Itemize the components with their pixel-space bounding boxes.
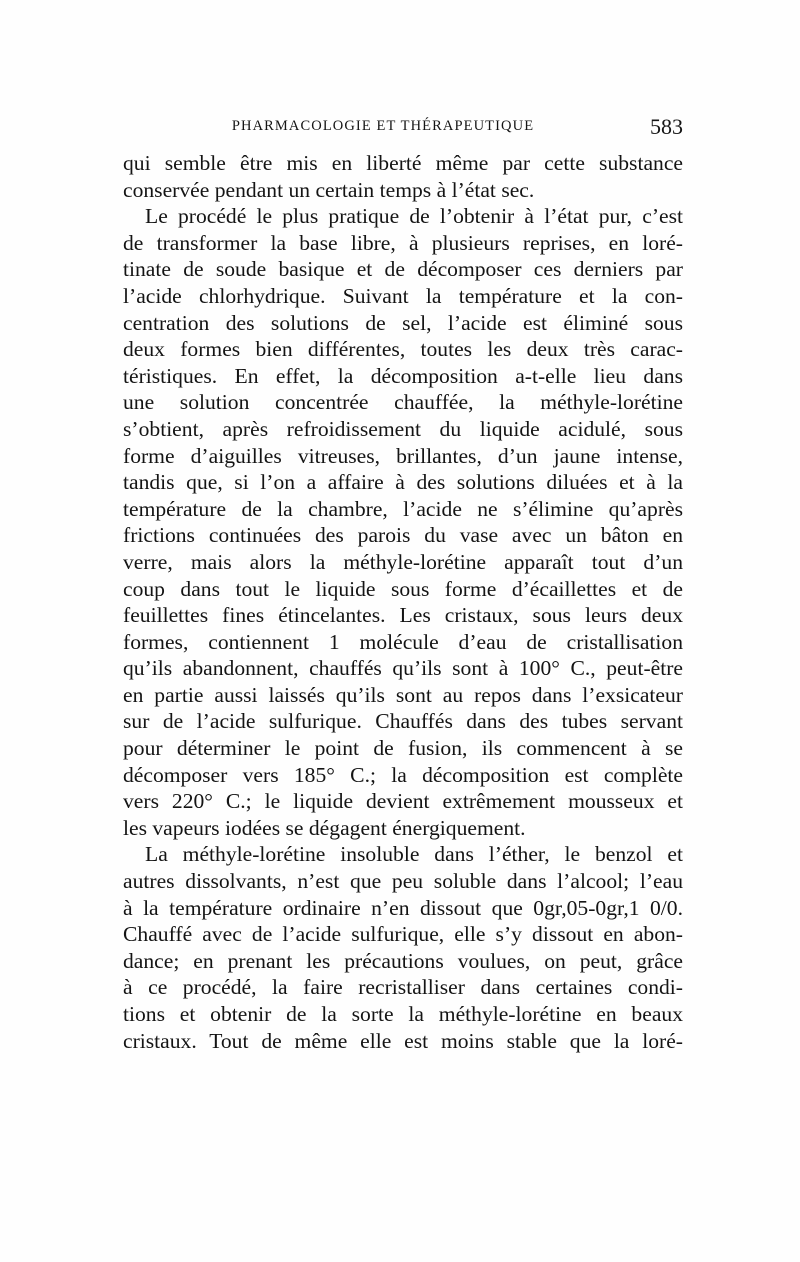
text-line: qu’ils abandonnent, chauffés qu’ils sont à 100° C., peut-être — [123, 656, 683, 681]
text-line: qui semble être mis en liberté même par cette substance — [123, 151, 683, 175]
text-line: Chauffé avec de l’acide sulfurique, elle s’y dissout en abon- — [123, 922, 683, 947]
text-line: à ce procédé, la faire recristalliser dans certaines condi- — [123, 975, 683, 1000]
text-line: pour déterminer le point de fusion, ils commencent à se — [123, 736, 683, 761]
text-line: dance; en prenant les précautions voulues, on peut, grâce — [123, 948, 683, 973]
text-line: tions et obtenir de la sorte la méthyle-lorétine en beaux — [123, 1002, 683, 1026]
text-line: téristiques. En effet, la décomposition a-t-elle lieu dans — [123, 363, 683, 388]
text-line: décomposer vers 185° C.; la décomposition est complète — [123, 762, 683, 787]
text-line: à la température ordinaire n’en dissout que 0gr,05-0gr,1 0/0. — [123, 895, 683, 920]
text-line: sur de l’acide sulfurique. Chauffés dans des tubes servant — [123, 709, 683, 734]
text-line: centration des solutions de sel, l’acide est éliminé sous — [123, 310, 683, 335]
text-line: Le procédé le plus pratique de l’obtenir à l’état pur, c’est — [145, 204, 683, 229]
text-line: de transformer la base libre, à plusieurs reprises, en loré- — [123, 230, 683, 255]
text-line: vers 220° C.; le liquide devient extrêmement mousseux et — [123, 789, 683, 814]
text-line: une solution concentrée chauffée, la méthyle-lorétine — [123, 390, 683, 415]
page-number: 583 — [650, 114, 683, 139]
text-line: s’obtient, après refroidissement du liquide acidulé, sous — [123, 416, 683, 441]
text-line: en partie aussi laissés qu’ils sont au repos dans l’exsicateur — [123, 682, 683, 707]
text-line: La méthyle-lorétine insoluble dans l’éther, le benzol et — [145, 842, 683, 867]
text-line: autres dissolvants, n’est que peu soluble dans l’alcool; l’eau — [123, 869, 683, 894]
text-line: formes, contiennent 1 molécule d’eau de cristallisation — [123, 629, 683, 654]
text-line: température de la chambre, l’acide ne s’élimine qu’après — [123, 496, 683, 521]
text-line: cristaux. Tout de même elle est moins stable que la loré- — [123, 1028, 683, 1053]
text-line: conservée pendant un certain temps à l’état sec. — [123, 177, 535, 202]
text-line: tinate de soude basique et de décomposer ces derniers par — [123, 257, 683, 282]
text-line: les vapeurs iodées se dégagent énergiquement. — [123, 815, 526, 840]
body-text — [123, 150, 683, 1054]
text-line: feuillettes fines étincelantes. Les cristaux, sous leurs deux — [123, 603, 683, 628]
text-line: verre, mais alors la méthyle-lorétine apparaît tout d’un — [123, 549, 683, 574]
text-line: deux formes bien différentes, toutes les deux très carac- — [123, 337, 683, 362]
text-line: frictions continuées des parois du vase avec un bâton en — [123, 523, 683, 548]
page-header — [123, 114, 683, 144]
running-title: PHARMACOLOGIE ET THÉRAPEUTIQUE — [231, 118, 535, 134]
text-line: forme d’aiguilles vitreuses, brillantes, d’un jaune intense, — [123, 443, 683, 468]
text-line: tandis que, si l’on a affaire à des solutions diluées et à la — [123, 470, 683, 495]
text-line: coup dans tout le liquide sous forme d’écaillettes et de — [123, 576, 683, 601]
text-line: l’acide chlorhydrique. Suivant la température et la con- — [123, 283, 683, 308]
